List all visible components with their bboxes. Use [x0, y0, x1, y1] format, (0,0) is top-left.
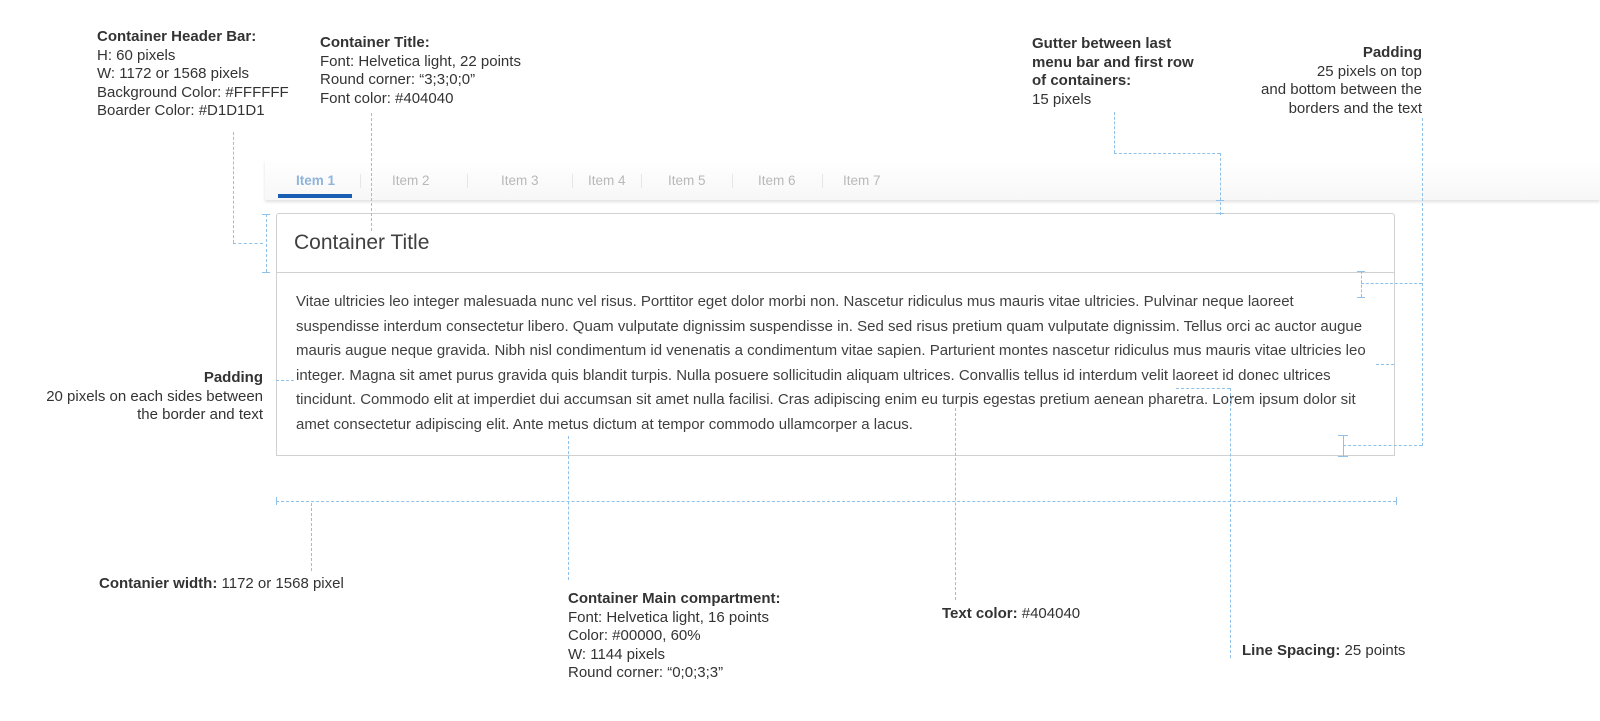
guide-line [233, 243, 263, 244]
annotation-label: Contanier width: [99, 575, 218, 592]
guide-line [371, 113, 372, 231]
annotation-line: borders and the text [1288, 99, 1422, 117]
menu-item-2[interactable]: Item 2 [392, 173, 430, 188]
annotation-line: 25 pixels on top [1316, 62, 1422, 80]
guide-tick [1338, 456, 1348, 457]
annotation-gutter [1032, 35, 1194, 109]
annotation-label: Line Spacing: [1242, 642, 1341, 659]
guide-line [1361, 271, 1362, 297]
guide-line [1220, 153, 1221, 215]
guide-line [568, 436, 569, 580]
annotation-line-spacing [1242, 642, 1405, 661]
annotation-line: 20 pixels on each sides between [46, 387, 263, 405]
active-tab-indicator [278, 194, 352, 198]
annotation-line: Color: #00000, 60% [568, 627, 701, 644]
container [276, 213, 1395, 456]
menu-item-6[interactable]: Item 6 [758, 173, 796, 188]
annotation-container-width [99, 575, 344, 594]
menu-divider [572, 174, 573, 188]
guide-tick [276, 497, 277, 505]
annotation-value: 1172 or 1568 pixel [217, 575, 344, 592]
guide-line [311, 503, 312, 571]
container-title: Container Title [294, 231, 430, 254]
annotation-line: W: 1172 or 1568 pixels [97, 65, 250, 82]
annotation-container-title [320, 34, 521, 108]
menu-item-4[interactable]: Item 4 [588, 173, 626, 188]
annotation-text-color [942, 605, 1080, 624]
menu-divider [732, 174, 733, 188]
guide-line [1114, 153, 1220, 154]
annotation-gutter-title: Gutter between last [1032, 35, 1172, 52]
annotation-line: Round corner: “0;0;3;3” [568, 664, 724, 681]
menu-item-3[interactable]: Item 3 [501, 173, 539, 188]
annotation-gutter-title: menu bar and first row [1032, 53, 1194, 71]
annotation-value: 25 points [1340, 642, 1406, 659]
guide-line [276, 501, 1396, 502]
annotation-padding-title: Padding [203, 369, 263, 386]
annotation-line: and bottom between the [1261, 81, 1422, 98]
menu-bar [265, 160, 1600, 200]
annotation-line: W: 1144 pixels [568, 645, 665, 663]
annotation-line: the border and text [137, 406, 263, 423]
guide-line [955, 408, 956, 600]
guide-line [1176, 388, 1230, 389]
guide-line [266, 214, 267, 272]
guide-tick [1216, 213, 1224, 214]
annotation-main-compartment [568, 590, 781, 683]
guide-tick [262, 272, 270, 273]
guide-tick [1343, 435, 1344, 456]
annotation-main-compartment-title: Container Main compartment: [568, 590, 781, 607]
guide-line [276, 380, 294, 381]
annotation-gutter-title: of containers: [1032, 72, 1132, 89]
guide-tick [262, 214, 270, 215]
annotation-line: Font: Helvetica light, 22 points [320, 52, 521, 70]
annotation-value: #404040 [1017, 605, 1081, 622]
guide-line [233, 132, 234, 243]
annotation-gutter-value: 15 pixels [1032, 90, 1092, 108]
annotation-header-bar-title: Container Header Bar: [97, 28, 257, 45]
annotation-line: Boarder Color: #D1D1D1 [97, 102, 265, 119]
guide-tick [1338, 435, 1348, 436]
guide-tick [1216, 200, 1224, 201]
annotation-line: Font: Helvetica light, 16 points [568, 608, 769, 626]
container-main-text: Vitae ultricies leo integer malesuada nunc vel risus. Porttitor eget dolor morbi non. Nascetur ridiculus mus mauris vitae ultricies. Pulvinar neque laoreet suspendisse interdum consectetur libero. Quam vulputate dignissim suspendisse in. Sed sed risus pretium quam vulputate dignissim. Tellus orci ac auctor augue mauris augue neque gravida. Nibh nisl condimentum id venenatis a condimentum vitae sapien. Parturient montes nascetur ridiculus mus mauris vitae ultricies leo integer. Magna sit amet purus gravida quis blandit turpis. Nulla posuere sollicitudin aliquam ultrices. Convallis tellus id interdum velit laoreet id donec ultrices tincidunt. Commodo elit at imperdiet dui accumsan sit amet nulla facilisi. Cras adipiscing enim eu turpis egestas pretium aenean pharetra. Lorem ipsum dolor sit amet consectetur adipiscing elit. Ante metus dictum at tempor commodo ullamcorper a lacus. [296, 293, 1366, 433]
container-header-bar [277, 214, 1394, 273]
annotation-padding-title: Padding [1362, 44, 1422, 61]
annotation-label: Text color: [942, 605, 1018, 622]
annotation-padding-top-bottom [1261, 44, 1422, 118]
guide-line [1361, 283, 1422, 284]
guide-line [1343, 445, 1422, 446]
annotation-padding-sides [46, 369, 263, 425]
guide-line [1230, 388, 1231, 658]
menu-divider [822, 174, 823, 188]
guide-tick [1357, 271, 1365, 272]
guide-tick [1357, 297, 1365, 298]
annotation-line: Font color: #404040 [320, 89, 454, 107]
guide-line [1376, 364, 1394, 365]
annotation-header-bar [97, 28, 289, 121]
annotation-line: H: 60 pixels [97, 46, 176, 64]
annotation-line: Round corner: “3;3;0;0” [320, 71, 476, 88]
menu-item-7[interactable]: Item 7 [843, 173, 881, 188]
annotation-container-title-title: Container Title: [320, 34, 430, 51]
menu-item-5[interactable]: Item 5 [668, 173, 706, 188]
menu-divider [360, 174, 361, 188]
guide-line [1422, 118, 1423, 446]
guide-tick [1396, 497, 1397, 505]
menu-divider [641, 174, 642, 188]
guide-line [1114, 112, 1115, 153]
annotation-line: Background Color: #FFFFFF [97, 83, 289, 101]
menu-item-1[interactable]: Item 1 [296, 173, 336, 188]
menu-divider [467, 174, 468, 188]
